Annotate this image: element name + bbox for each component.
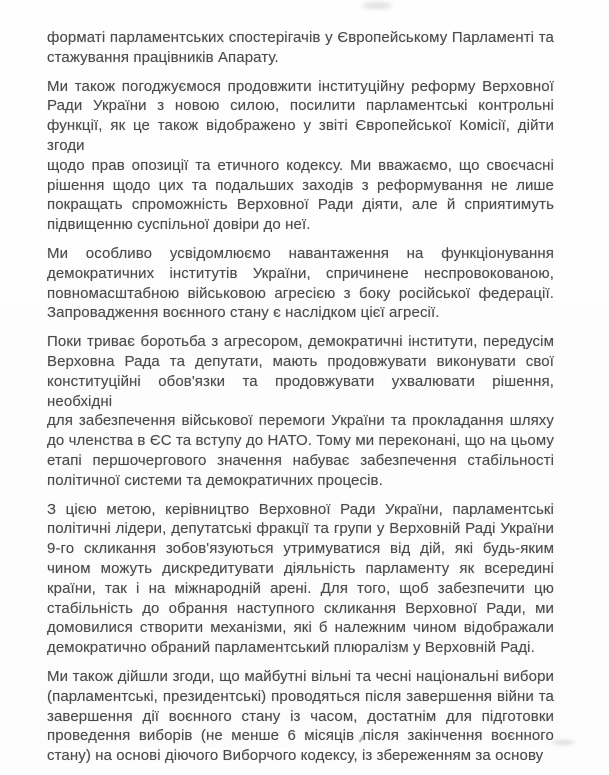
text-line: політичні лідери, депутатські фракції та групи у Верховній Раді України [47, 520, 554, 538]
text-line: конституційні обов'язки та продовжувати ухвалювати рішення, необхідні [47, 372, 554, 410]
text-line: Ми також дійшли згоди, що майбутні вільні та чесні національні вибори [47, 667, 554, 685]
text-line: повномасштабною військовою агресією з боку російської федерації. [47, 284, 554, 302]
text-line: підвищенню суспільної довіри до неї. [47, 216, 311, 234]
text-line: до членства в ЄС та вступу до НАТО. Тому ми переконані, що на цьому [47, 432, 554, 450]
text-line: завершення дії воєнного стану із часом, достатнім для підготовки [47, 707, 554, 725]
paragraph-3 [47, 244, 554, 323]
text-line: З цією метою, керівництво Верховної Ради України, парламентські [47, 500, 554, 518]
text-line: проведення виборів (не менше 6 місяців після закінчення воєнного [47, 727, 554, 745]
text-line: чином можуть дискредитувати діяльність парламенту як всередині [47, 559, 554, 577]
text-line: (парламентські, президентські) проводяться після завершення війни та [47, 687, 554, 705]
text-line: стажування працівників Апарату. [47, 48, 279, 66]
text-line: 9-го скликання зобов'язуються утримуватися від дій, які будь-яким [47, 540, 554, 558]
paragraph-2 [47, 77, 554, 235]
paragraph-6 [47, 667, 554, 766]
scan-smudge-bottom [552, 740, 574, 745]
document-text-block [47, 28, 554, 775]
text-line: Поки триває боротьба з агресором, демократичні інститути, передусім [47, 333, 554, 351]
paragraph-1 [47, 28, 554, 68]
text-line: Ми також погоджуємося продовжити інституційну реформу Верховної [47, 77, 554, 95]
text-line: стану) на основі діючого Виборчого кодексу, із збереженням за основу [47, 747, 544, 765]
paragraph-4 [47, 332, 554, 490]
text-line: стабільність до обрання наступного скликання Верховної Ради, ми [47, 599, 554, 617]
scan-smudge-top [362, 2, 392, 9]
text-line: демократично обраний парламентський плюралізм у Верховній Раді. [47, 639, 535, 657]
text-line: політичної системи та демократичних процесів. [47, 471, 383, 489]
text-line: етапі першочергового значення набуває забезпечення стабільності [47, 451, 554, 469]
text-line: країни, так і на міжнародній арені. Для того, щоб забезпечити цю [47, 579, 554, 597]
text-line: Запровадження воєнного стану є наслідком цієї агресії. [47, 304, 440, 322]
text-line: покращать спроможність Верховної Ради діяти, але й сприятимуть [47, 196, 554, 214]
text-line: рішення щодо цих та подальших заходів з реформування не лише [47, 176, 554, 194]
text-line: Ради України з новою силою, посилити парламентські контрольні [47, 97, 554, 115]
text-line: щодо прав опозиції та етичного кодексу. Ми вважаємо, що своєчасні [47, 156, 554, 174]
paragraph-5 [47, 500, 554, 658]
text-line: домовилися створити механізми, які б належним чином відображали [47, 619, 554, 637]
text-line: Верховна Рада та депутати, мають продовжувати виконувати свої [47, 352, 554, 370]
text-line: демократичних інститутів України, спричинене неспровокованою, [47, 264, 554, 282]
text-line: Ми особливо усвідомлюємо навантаження на функціонування [47, 244, 554, 262]
text-line: форматі парламентських спостерігачів у Європейському Парламенті та [47, 29, 554, 46]
text-line: для забезпечення військової перемоги України та прокладання шляху [47, 412, 554, 430]
text-line: функції, як це також відображено у звіті Європейської Комісії, дійти згоди [47, 117, 554, 154]
